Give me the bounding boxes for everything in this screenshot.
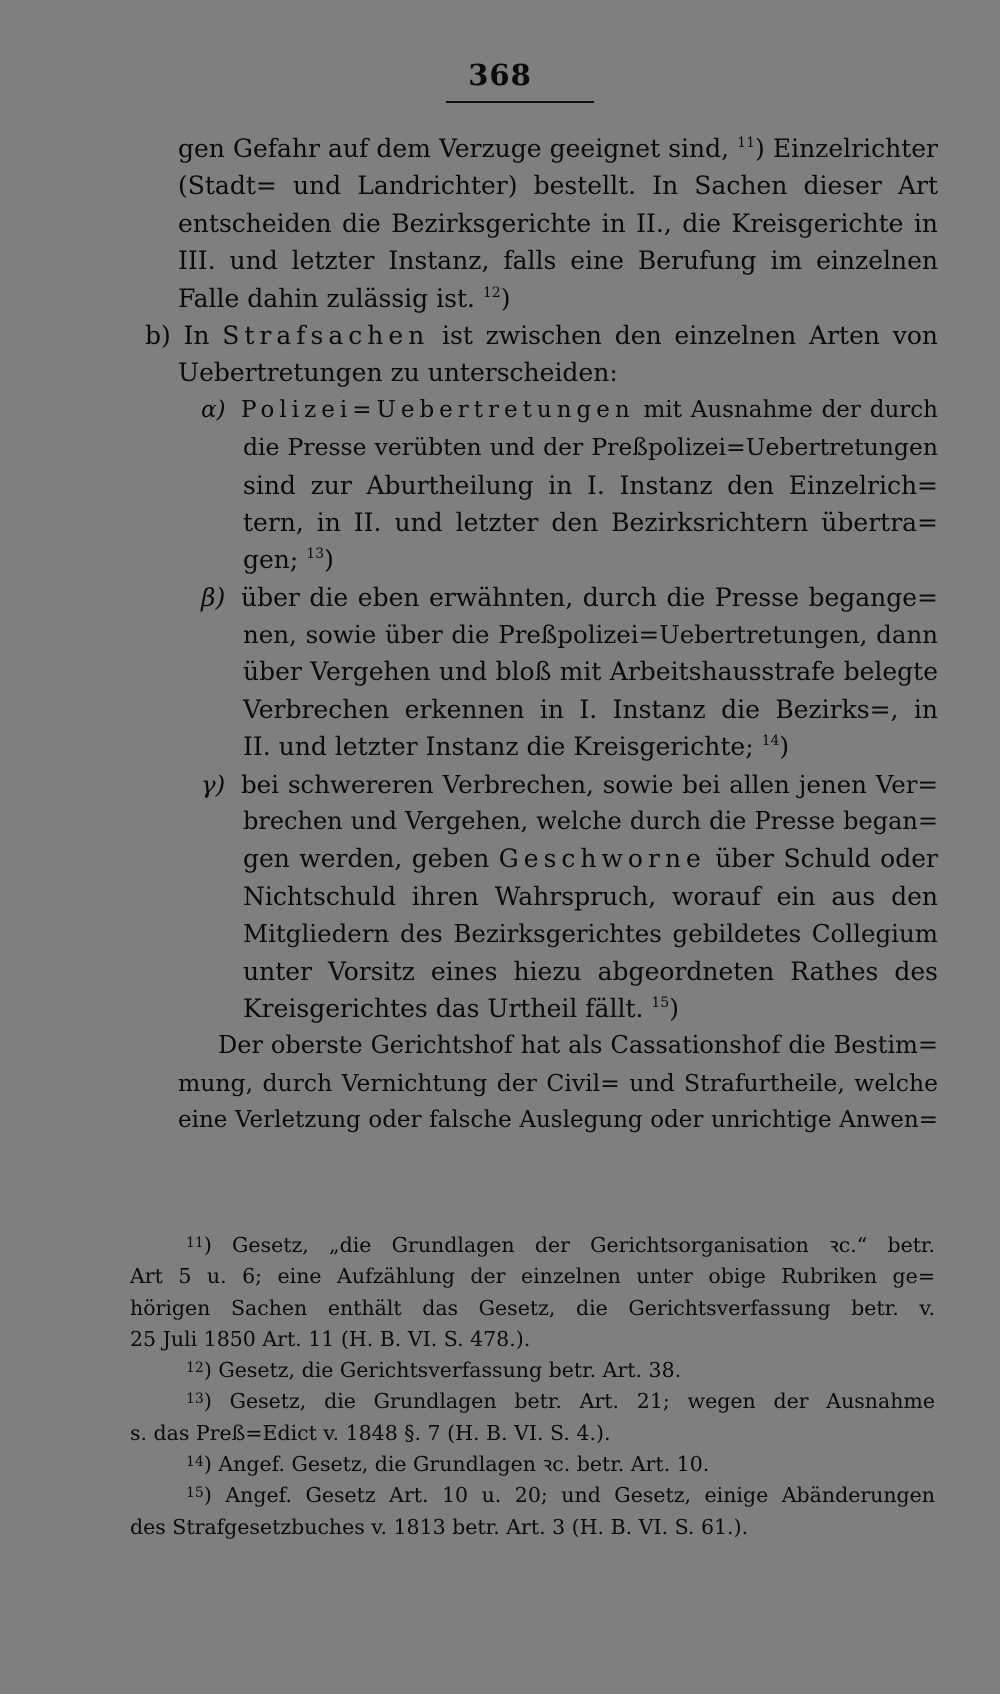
text-line: nen, sowie über die Preßpolizei=Uebertretungen, dann: [243, 620, 938, 650]
text-line: Falle dahin zulässig ist. $^{12}$): [178, 283, 511, 313]
page-number: 368: [468, 58, 532, 92]
text-line: gen Gefahr auf dem Verzuge geeignet sind, $^{11}$) Einzelrichter: [178, 134, 938, 163]
text-line: α) Polizei=Uebertretungen mit Ausnahme der durch: [243, 392, 938, 429]
text-line: gen werden, geben Geschworne über Schuld oder: [243, 844, 938, 874]
text-line: unter Vorsitz eines hiezu abgeordneten Rathes des: [243, 956, 938, 986]
text-line: III. und letzter Instanz, falls eine Berufung im einzelnen: [178, 246, 938, 276]
footnote-11: $^{11}$) Gesetz, „die Grundlagen der Gerichtsorganisation ꝛc.“ betr.: [186, 1233, 935, 1257]
footnote-line: hörigen Sachen enthält das Gesetz, die Gerichtsverfassung betr. v.: [130, 1295, 935, 1320]
subsection-gamma: [178, 766, 938, 1028]
text-line: eine Verletzung oder falsche Auslegung oder unrichtige Anwen=: [178, 1107, 938, 1134]
footnote-line: s. das Preß=Edict v. 1848 §. 7 (H. B. VI. S. 4.).: [130, 1420, 611, 1445]
text-line: Der oberste Gerichtshof hat als Cassationshof die Bestim=: [218, 1031, 938, 1060]
footnote-12: $^{12}$) Gesetz, die Gerichtsverfassung betr. Art. 38.: [186, 1358, 682, 1383]
text-line: die Presse verübten und der Preßpolizei=Uebertretungen: [243, 433, 938, 462]
footnote-ref: 11: [737, 135, 755, 151]
footnote-13: $^{13}$) Gesetz, die Grundlagen betr. Art. 21; wegen der Ausnahme: [186, 1389, 935, 1414]
text-line: entscheiden die Bezirksgerichte in II., die Kreisgerichte in: [178, 208, 938, 238]
text-line: Kreisgerichtes das Urtheil fällt. $^{15}$): [243, 993, 679, 1023]
text-line: Nichtschuld ihren Wahrspruch, worauf ein aus den: [243, 881, 938, 911]
text-line: Mitgliedern des Bezirksgerichtes gebildetes Collegium: [243, 919, 938, 949]
text-line: (Stadt= und Landrichter) bestellt. In Sachen dieser Art: [178, 171, 938, 201]
subsection-alpha: [178, 392, 938, 579]
header-rule: [446, 101, 594, 103]
section-b-heading: b) In Strafsachen ist zwischen den einzelnen Arten von: [145, 320, 938, 350]
text-line: über Vergehen und bloß mit Arbeitshausstrafe belegte: [243, 657, 938, 687]
footnotes: [130, 1230, 935, 1543]
footnote-14: $^{14}$) Angef. Gesetz, die Grundlagen ꝛc. betr. Art. 10.: [186, 1452, 710, 1477]
footnote-ref: 12: [482, 284, 501, 301]
text-line: β) über die eben erwähnten, durch die Presse begange=: [243, 579, 938, 616]
text-line: Uebertretungen zu unterscheiden:: [178, 358, 618, 388]
footnote-ref: 14: [761, 733, 780, 750]
text-line: brechen und Vergehen, welche durch die Presse began=: [243, 807, 938, 836]
text-line: γ) bei schwereren Verbrechen, sowie bei allen jenen Ver=: [243, 766, 938, 803]
text-line: sind zur Aburtheilung in I. Instanz den Einzelrich=: [243, 470, 938, 500]
footnote-ref: 15: [651, 994, 670, 1011]
footnote-line: 25 Juli 1850 Art. 11 (H. B. VI. S. 478.).: [130, 1326, 531, 1351]
main-text: [145, 130, 938, 1140]
footnote-15: $^{15}$) Angef. Gesetz Art. 10 u. 20; und Gesetz, einige Abänderungen: [186, 1483, 935, 1508]
text-line: Verbrechen erkennen in I. Instanz die Bezirks=, in: [243, 694, 938, 724]
text-line: II. und letzter Instanz die Kreisgerichte; $^{14}$): [243, 732, 790, 762]
emphasis-spaced: Strafsachen: [222, 320, 430, 350]
emphasis-spaced: Geschworne: [498, 844, 706, 874]
footnote-line: Art 5 u. 6; eine Aufzählung der einzelnen unter obige Rubriken ge=: [130, 1264, 935, 1289]
footnote-line: des Strafgesetzbuches v. 1813 betr. Art. 3 (H. B. VI. S. 61.).: [130, 1514, 749, 1539]
subsection-beta: [178, 579, 938, 766]
footnote-ref: 13: [306, 546, 325, 563]
list-marker: β): [201, 582, 226, 612]
text-line: tern, in II. und letzter den Bezirksrichtern übertra=: [243, 507, 938, 537]
list-marker: α): [201, 396, 226, 423]
text-line: mung, durch Vernichtung der Civil= und Strafurtheile, welche: [178, 1068, 938, 1097]
text-line: gen; $^{13}$): [243, 545, 334, 575]
list-marker: γ): [201, 769, 226, 799]
emphasis-spaced: Polizei=Uebertretungen: [241, 396, 635, 423]
